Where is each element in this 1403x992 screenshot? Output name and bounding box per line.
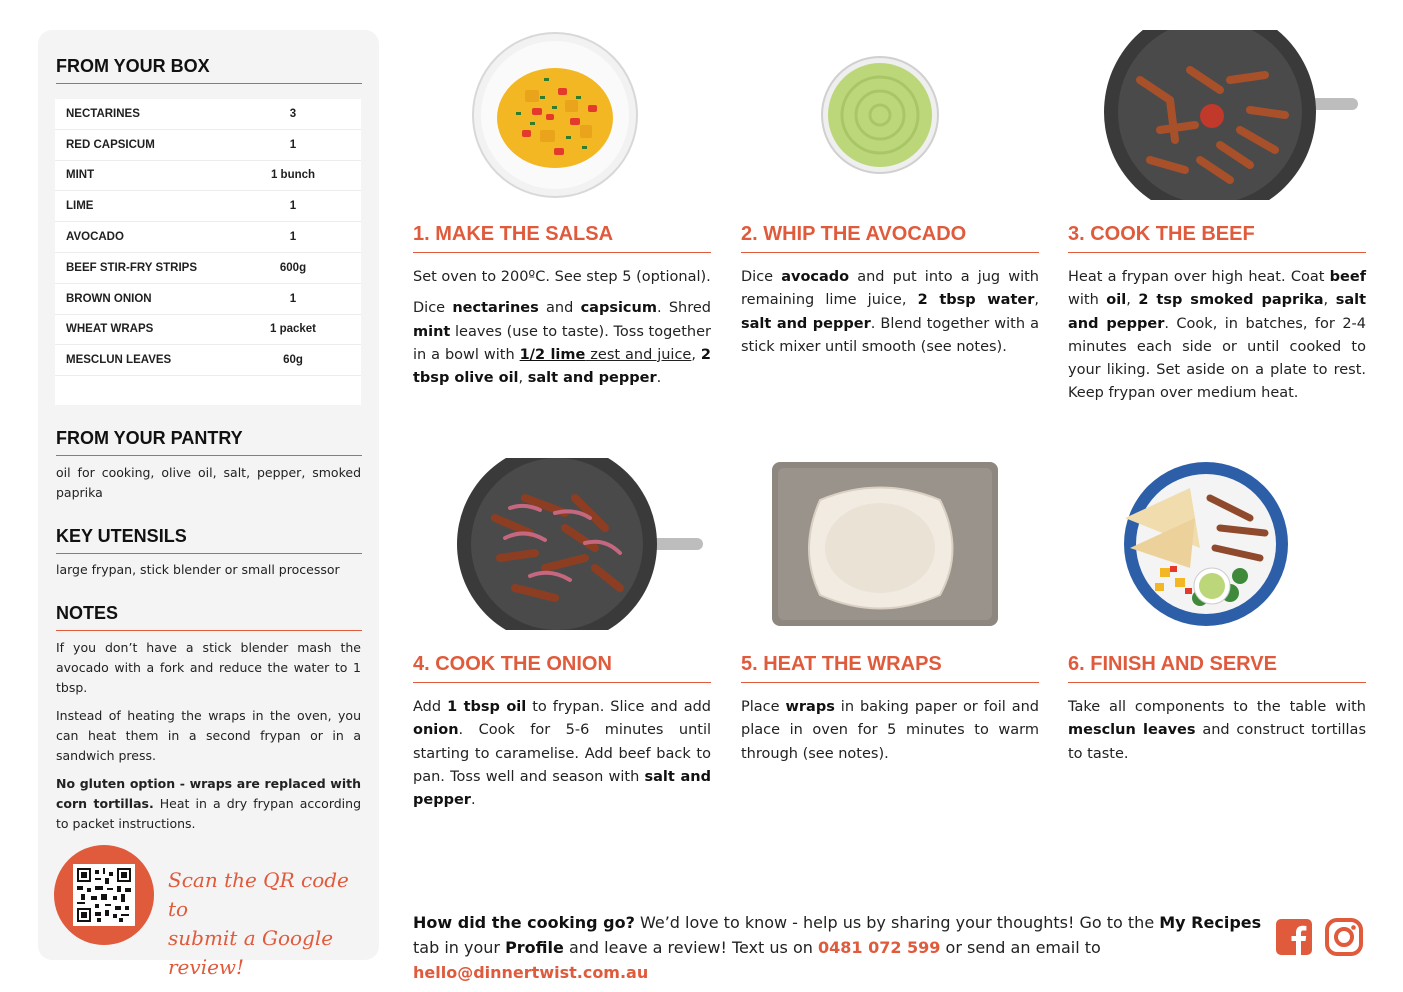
ingredient-qty: 60g xyxy=(283,354,303,367)
text: Heat a frypan over high heat. Coat xyxy=(1068,269,1330,285)
phone-link[interactable]: 0481 072 599 xyxy=(817,938,941,957)
bold: 2 tbsp olive oil xyxy=(413,346,712,387)
text: , xyxy=(518,370,528,387)
bold: nectarines xyxy=(452,300,539,317)
step-1-p2 xyxy=(413,297,711,390)
step-4-text xyxy=(413,696,711,820)
step-5-text xyxy=(741,696,1039,774)
sidebar xyxy=(38,30,379,979)
text: . Blend together with a stick mixer until smooth (see notes). xyxy=(741,315,1039,355)
step-1-title: 1. MAKE THE SALSA xyxy=(413,223,711,253)
from-box-title: FROM YOUR BOX xyxy=(56,56,362,84)
step-1-text xyxy=(413,266,711,398)
qr-code-icon[interactable] xyxy=(73,864,135,926)
bold: onion xyxy=(413,722,459,739)
wraps-tray-image xyxy=(770,460,1000,628)
bold: wraps xyxy=(785,699,835,715)
salsa-bowl-image xyxy=(470,30,640,200)
scan-line-2: submit a Google review! xyxy=(168,926,334,979)
ingredient-name: RED CAPSICUM xyxy=(66,138,155,151)
bold: avocado xyxy=(781,269,850,285)
ingredient-name: WHEAT WRAPS xyxy=(66,323,154,336)
note-3-bold: No gluten option - wraps are replaced with corn tortillas. xyxy=(56,776,361,811)
text: . xyxy=(656,370,662,387)
bold: mint xyxy=(413,323,451,340)
step-5-title: 5. HEAT THE WRAPS xyxy=(741,653,1039,683)
avocado-bowl-image xyxy=(820,55,940,175)
text: and xyxy=(538,300,581,317)
ingredient-row xyxy=(55,99,361,130)
note-1: If you don’t have a stick blender mash the avocado with a fork and reduce the water to 1 tbsp. xyxy=(56,640,361,695)
ingredient-row xyxy=(55,130,361,161)
text: . Cook for 5-6 minutes until starting to caramelise. Add beef back to pan. Toss well and season with xyxy=(413,722,711,785)
text: . Shred xyxy=(656,300,711,317)
text: , xyxy=(691,346,701,363)
text: . xyxy=(470,792,476,809)
text: . Cook, in batches, for 2-4 minutes each side or until cooked to your liking. Set aside on a plate to rest. Keep frypan over medium heat. xyxy=(1068,315,1367,402)
plated-tortillas-image xyxy=(1120,458,1292,630)
ingredient-qty: 600g xyxy=(279,261,307,274)
utensils-title: KEY UTENSILS xyxy=(56,526,362,554)
step-3-text xyxy=(1068,266,1366,414)
ingredient-name: BEEF STIR-FRY STRIPS xyxy=(66,261,197,274)
ingredient-row xyxy=(55,253,361,284)
utensils-text: large frypan, stick blender or small processor xyxy=(56,562,340,577)
text: Add xyxy=(413,699,448,715)
facebook-icon[interactable] xyxy=(1275,918,1313,956)
ingredient-qty: 1 packet xyxy=(269,323,317,336)
ingredient-row xyxy=(55,315,361,346)
text: with xyxy=(1068,292,1107,309)
text: or send an email to xyxy=(940,938,1101,957)
step-2-title: 2. WHIP THE AVOCADO xyxy=(741,223,1039,253)
bold: salt and pepper xyxy=(413,768,711,809)
ingredient-qty: 1 xyxy=(289,292,297,305)
step-6-text xyxy=(1068,696,1366,774)
text: Place xyxy=(741,699,786,715)
text: and construct tortillas to taste. xyxy=(1068,722,1366,762)
bold-underline: 1/2 lime xyxy=(519,346,586,363)
text: Take all components to the table with xyxy=(1068,699,1366,715)
text: Dice xyxy=(741,269,782,285)
bold: beef xyxy=(1329,269,1366,285)
note-2: Instead of heating the wraps in the oven, you can heat them in a second frypan or in a sandwich press. xyxy=(56,708,361,763)
bold: capsicum xyxy=(580,300,657,317)
text: to frypan. Slice and add xyxy=(526,699,711,715)
ingredient-qty: 1 xyxy=(289,138,297,151)
ingredient-qty: 1 xyxy=(289,231,297,244)
step-2-text xyxy=(741,266,1039,367)
footer-bold: How did the cooking go? xyxy=(413,913,635,932)
text: in baking paper or foil and place in oven for 5 minutes to warm through (see notes). xyxy=(741,699,1039,762)
ingredient-row xyxy=(55,222,361,253)
text: and leave a review! Text us on xyxy=(563,938,818,957)
ingredient-row xyxy=(55,191,361,222)
ingredient-name: AVOCADO xyxy=(66,231,124,244)
ingredient-row xyxy=(55,345,361,376)
text: tab in your xyxy=(413,938,506,957)
ingredient-qty: 3 xyxy=(289,107,297,120)
text: , xyxy=(1034,292,1039,309)
scan-qr-text xyxy=(168,866,368,982)
bold: salt and pepper xyxy=(741,315,871,332)
ingredient-row xyxy=(55,284,361,315)
text: , xyxy=(1126,292,1139,309)
onion-frypan-image xyxy=(455,458,705,630)
footer-bold: My Recipes xyxy=(1159,913,1262,932)
step-4-title: 4. COOK THE ONION xyxy=(413,653,711,683)
step-3-title: 3. COOK THE BEEF xyxy=(1068,223,1366,253)
text: and put into a jug with remaining lime juice, xyxy=(741,269,1039,309)
bold: salt and pepper xyxy=(1068,292,1367,332)
bold: 2 tsp smoked paprika xyxy=(1138,292,1324,309)
ingredients-table xyxy=(55,99,361,405)
step-6-title: 6. FINISH AND SERVE xyxy=(1068,653,1366,683)
text: We’d love to know - help us by sharing your thoughts! Go to the xyxy=(634,913,1160,932)
text: Dice xyxy=(413,300,453,317)
beef-frypan-image xyxy=(1100,30,1360,200)
ingredient-qty: 1 xyxy=(289,200,297,213)
underline: zest and juice xyxy=(585,346,692,363)
pantry-title: FROM YOUR PANTRY xyxy=(56,428,362,456)
text: leaves (use to taste). Toss together in a bowl with xyxy=(413,323,711,363)
step-1-p1: Set oven to 200ºC. See step 5 (optional). xyxy=(413,269,711,285)
ingredient-name: MINT xyxy=(66,169,95,182)
ingredient-row xyxy=(55,161,361,192)
email-link[interactable]: hello@dinnertwist.com.au xyxy=(413,963,649,982)
footer-bold: Profile xyxy=(505,938,564,957)
note-3 xyxy=(56,774,361,834)
pantry-text: oil for cooking, olive oil, salt, pepper, smoked paprika xyxy=(56,465,361,500)
notes-title: NOTES xyxy=(56,603,362,631)
note-3-rest: Heat in a dry frypan according to packet instructions. xyxy=(56,796,362,831)
ingredient-name: LIME xyxy=(66,200,94,213)
qr-code-badge[interactable] xyxy=(54,845,154,945)
bold: 2 tbsp water xyxy=(917,292,1035,309)
ingredient-qty: 1 bunch xyxy=(270,169,316,182)
ingredient-name: BROWN ONION xyxy=(66,292,152,305)
ingredient-name: MESCLUN LEAVES xyxy=(66,354,172,367)
instagram-icon[interactable] xyxy=(1325,918,1363,956)
bold: oil xyxy=(1106,292,1127,309)
text: , xyxy=(1323,292,1336,309)
scan-line-1: Scan the QR code to xyxy=(168,868,349,921)
bold: salt and pepper xyxy=(527,370,657,387)
ingredient-name: NECTARINES xyxy=(66,107,140,120)
bold: 1 tbsp oil xyxy=(447,699,527,715)
bold: mesclun leaves xyxy=(1068,722,1196,739)
review-footer xyxy=(413,910,1263,985)
